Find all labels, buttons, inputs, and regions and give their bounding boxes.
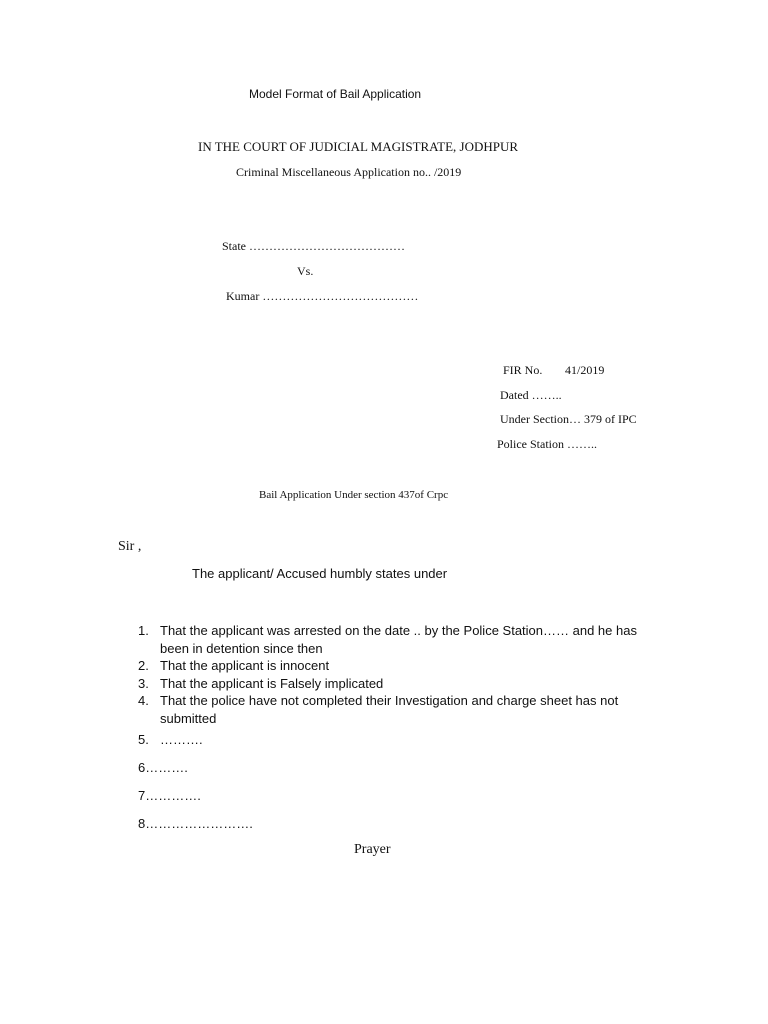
fir-number-value: 41/2019 <box>565 363 605 377</box>
salutation: Sir , <box>118 539 142 554</box>
grounds-list <box>138 622 638 727</box>
list-item-text: That the applicant is Falsely implicated <box>160 675 384 691</box>
list-item-5 <box>138 732 203 747</box>
list-item <box>138 692 638 727</box>
list-item-number: 3. <box>138 675 149 691</box>
court-heading: IN THE COURT OF JUDICIAL MAGISTRATE, JODHPUR <box>198 139 519 154</box>
list-item <box>138 675 638 693</box>
versus-label: Vs. <box>297 264 314 278</box>
list-item <box>138 622 638 657</box>
document-title: Model Format of Bail Application <box>249 87 422 101</box>
list-item-number: 5. <box>138 732 149 747</box>
party-state: State ………………………………… <box>222 239 405 253</box>
application-subject: Bail Application Under section 437of Crpc <box>259 489 449 501</box>
fir-number-label: FIR No. <box>503 363 543 377</box>
list-item-number: 4. <box>138 693 149 708</box>
list-item-number: 2. <box>138 658 149 673</box>
list-item-number: 1. <box>138 623 149 638</box>
list-item-placeholder: ………. <box>160 732 203 747</box>
list-item-8: 8……………………. <box>138 816 253 831</box>
list-item-text: That the police have not completed their Investigation and charge sheet has not submitted <box>160 693 619 726</box>
application-number: Criminal Miscellaneous Application no.. /2019 <box>236 165 462 179</box>
list-item-6: 6………. <box>138 760 188 775</box>
under-section-field: Under Section… 379 of IPC <box>500 412 637 426</box>
party-kumar: Kumar ………………………………… <box>226 289 419 303</box>
list-item-7: 7…………. <box>138 788 201 803</box>
prayer-heading: Prayer <box>354 842 391 857</box>
intro-statement: The applicant/ Accused humbly states under <box>192 566 448 581</box>
list-item-text: That the applicant was arrested on the date .. by the Police Station…… and he has been in detention since then <box>160 623 637 656</box>
fir-number-row <box>503 363 605 378</box>
list-item-text: That the applicant is innocent <box>160 658 330 673</box>
dated-field: Dated …….. <box>500 388 562 402</box>
police-station-field: Police Station …….. <box>497 437 597 451</box>
list-item <box>138 657 638 675</box>
